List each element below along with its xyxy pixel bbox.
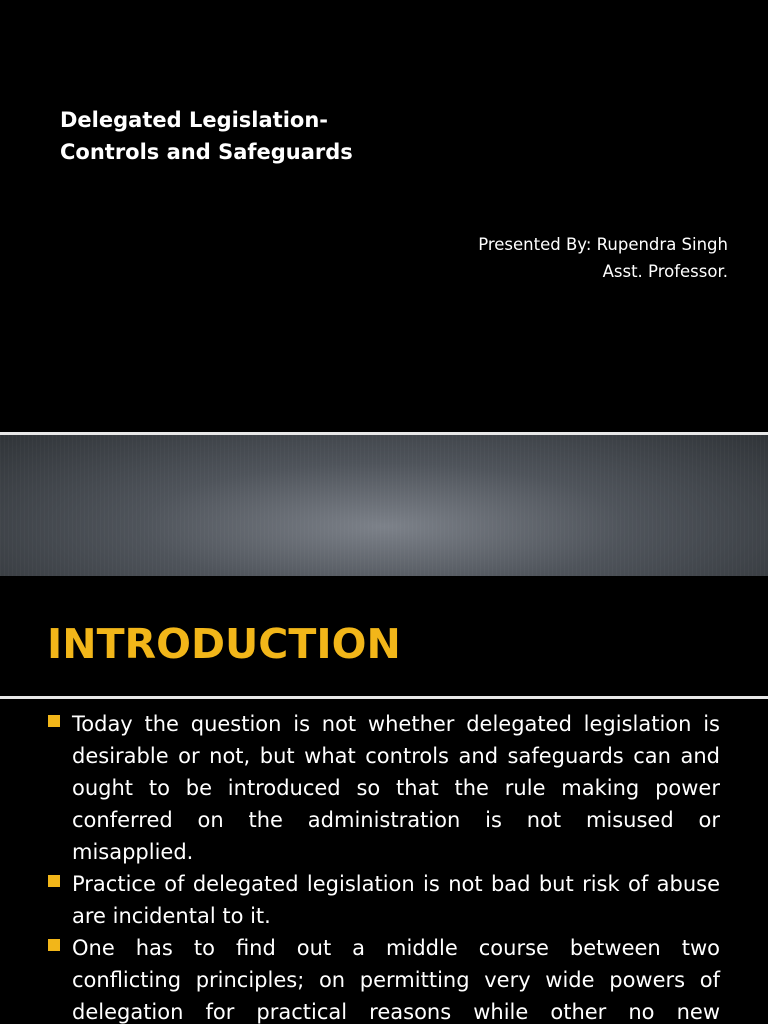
square-bullet-icon bbox=[48, 875, 60, 887]
presenter-role: Asst. Professor. bbox=[602, 262, 728, 281]
decorative-gradient-band bbox=[0, 435, 768, 576]
slide-title-line-1: Delegated Legislation- bbox=[60, 108, 328, 132]
list-item-line: conflicting principles; on permitting very wide powers of bbox=[72, 968, 720, 992]
list-item-line: conferred on the administration is not misused or bbox=[72, 808, 720, 832]
title-slide bbox=[0, 0, 768, 432]
list-item-line: ought to be introduced so that the rule making power bbox=[72, 776, 720, 800]
band-texture bbox=[0, 435, 768, 576]
list-item-line: are incidental to it. bbox=[72, 904, 271, 928]
presenter-info bbox=[478, 231, 728, 285]
list-item-line: misapplied. bbox=[72, 840, 194, 864]
list-item-line: desirable or not, but what controls and safeguards can and bbox=[72, 744, 720, 768]
list-item-line: Practice of delegated legislation is not bad but risk of abuse bbox=[72, 872, 720, 896]
slide-heading: INTRODUCTION bbox=[47, 620, 401, 668]
list-item-line: One has to find out a middle course between two bbox=[72, 936, 720, 960]
slide-title-line-2: Controls and Safeguards bbox=[60, 140, 353, 164]
slide-title bbox=[60, 104, 750, 168]
presenter-name: Presented By: Rupendra Singh bbox=[478, 235, 728, 254]
square-bullet-icon bbox=[48, 715, 60, 727]
list-item-line: Today the question is not whether delegated legislation is bbox=[72, 712, 720, 736]
list-item-line: delegation for practical reasons while other no new bbox=[72, 1000, 720, 1024]
square-bullet-icon bbox=[48, 939, 60, 951]
